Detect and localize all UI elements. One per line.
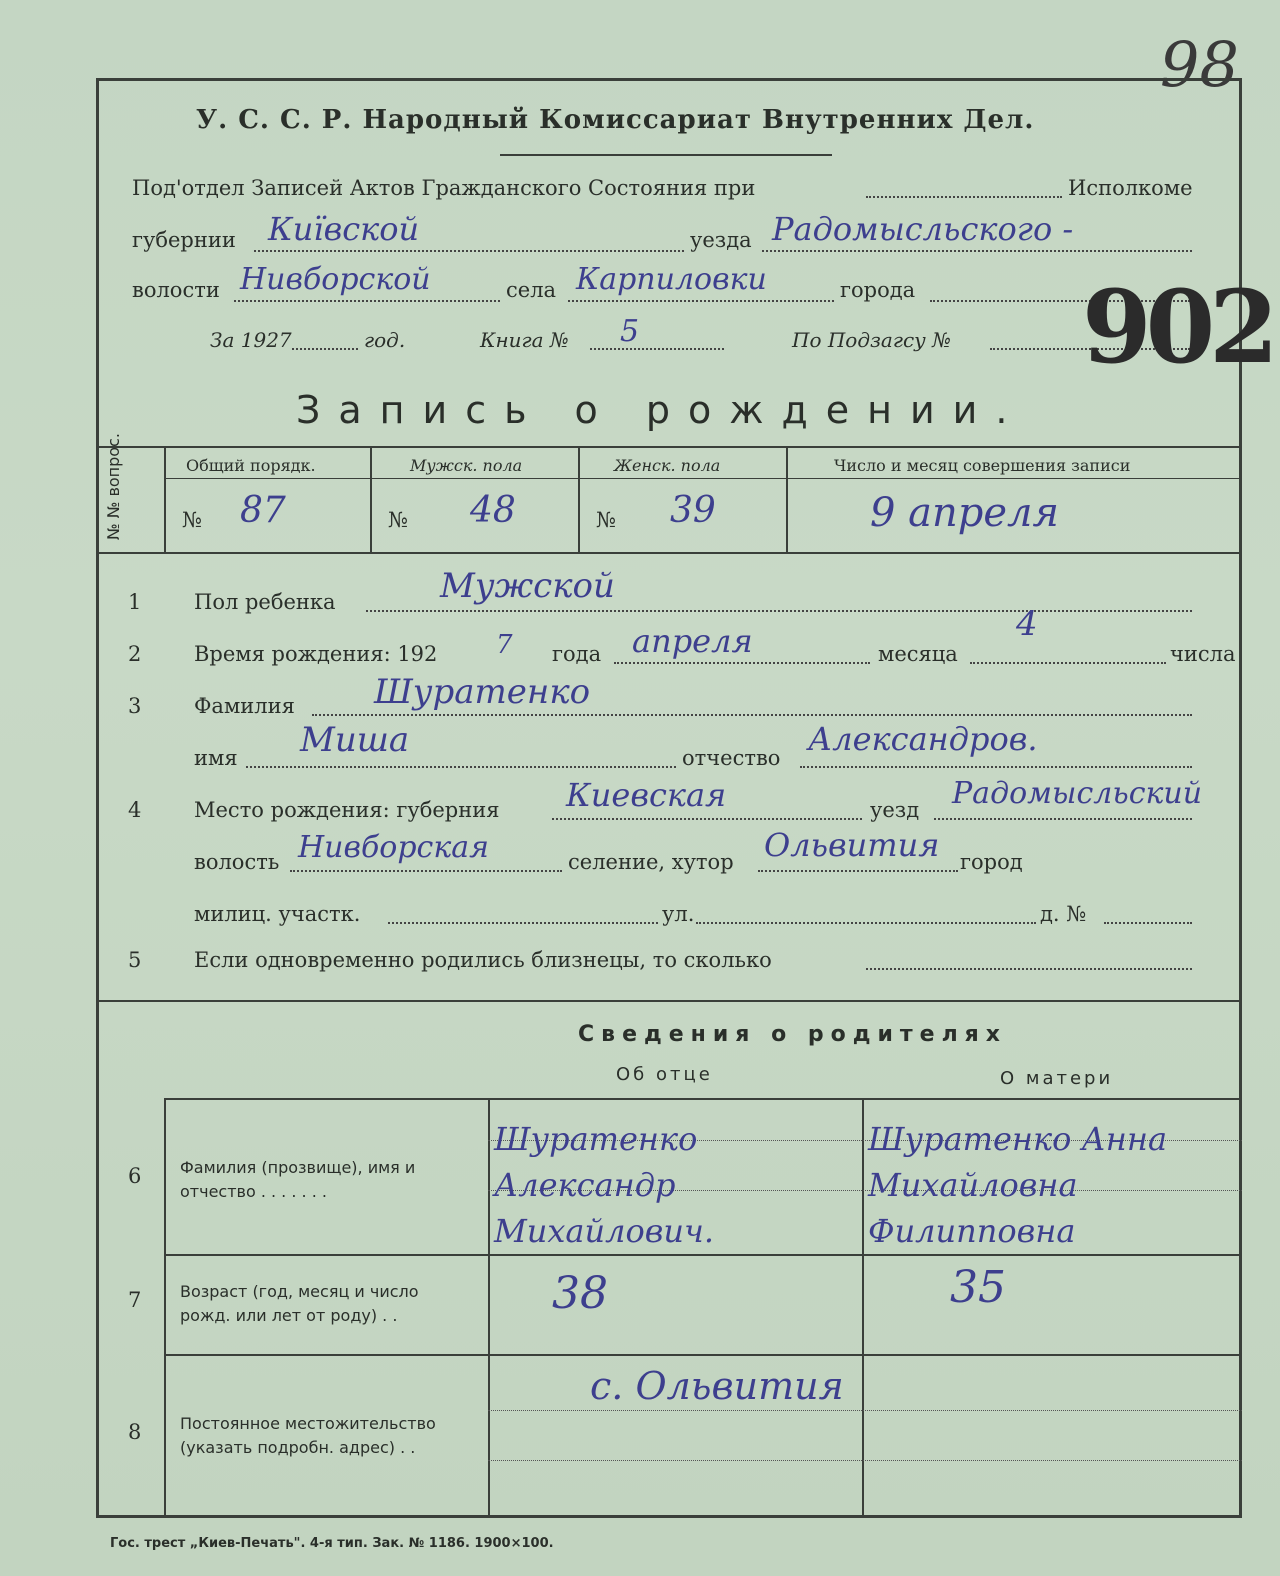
col-prefix-general: № [182,508,202,532]
q4-militsia-label: милиц. участк. [194,902,361,926]
col-header-date: Число и месяц совершения записи [834,456,1131,475]
dots-guberniya [254,250,684,252]
header-underline [500,154,832,156]
dots-q4-house [1104,922,1192,924]
dots-ispolkom [866,196,1062,198]
dots-q4-volost [290,870,562,872]
corner-mark: 98 [1160,28,1239,101]
q2-year: 7 [496,630,513,660]
dots-q5 [866,968,1192,970]
dots-q3-name [246,766,676,768]
dots-q4-gub [552,818,862,820]
father-header: Об отце [616,1064,713,1085]
row6-label: Фамилия (прозвище), имя и [180,1158,416,1177]
dots-q3 [312,714,1192,716]
q4-uezd-value: Радомысльский [952,776,1203,811]
row7-label2: рожд. или лет от роду) . . [180,1306,398,1325]
father-age: 38 [552,1268,608,1319]
q3-patronymic-value: Александров. [808,720,1038,758]
mother-header: О матери [1000,1068,1114,1089]
q4-selenie-value: Ольвития [764,826,940,864]
q2-goda: года [552,642,602,666]
record-number: 902 [1082,268,1273,386]
record-title: Запись о рождении. [296,388,1026,432]
dots-q4-milits [388,922,658,924]
question-number-label: № № вопрос. [104,433,123,540]
col-header-general: Общий порядк. [186,456,316,475]
p8-dot2 [488,1460,1242,1461]
uezd-value: Радомысльского - [772,210,1074,248]
q1-label: Пол ребенка [194,590,336,614]
guberniya-label: губернии [132,228,236,252]
guberniya-value: Київской [268,210,420,248]
dots-book [590,348,724,350]
col-prefix-male: № [388,508,408,532]
q1-value: Мужской [440,566,615,606]
q4-guberniya-value: Киевская [566,776,727,814]
mother-age: 35 [950,1262,1006,1313]
q4-selenie-label: селение, хутор [568,850,734,874]
q2-month: апреля [632,622,753,660]
q4-volost-label: волость [194,850,280,874]
q4-label: Место рождения: губерния [194,798,500,822]
god-label: год. [364,328,406,352]
q3-surname-label: Фамилия [194,694,295,718]
general-number: 87 [240,490,286,531]
q3-patronymic-label: отчество [682,746,781,770]
q4-number: 4 [128,798,142,822]
selo-value: Карпиловки [576,262,767,297]
parents-title: Сведения о родителях [578,1022,1007,1047]
row8-label: Постоянное местожительство [180,1414,436,1433]
row8-number: 8 [128,1420,142,1444]
printer-footer: Гос. трест „Киев-Печать". 4-я тип. Зак. № 1186. 1900×100. [110,1536,554,1551]
form-title-header: У. С. С. Р. Народный Комиссариат Внутренних Дел. [196,105,1035,135]
q4-uezd-label: уезд [870,798,920,822]
q4-volost-value: Нивборская [298,830,489,865]
q5-number: 5 [128,948,142,972]
selo-label: села [506,278,557,302]
q2-day: 4 [1016,604,1038,644]
p8-dot1 [488,1410,1242,1411]
pv1 [488,1098,490,1518]
subdept-label: Под'отдел Записей Актов Гражданского Состояния при [132,176,756,200]
ispolkom-label: Исполкоме [1068,176,1193,200]
father-full-name: Шуратенко Александр Михайлович. [494,1120,715,1250]
father-residence: с. Ольвития [590,1364,844,1408]
pv2 [862,1098,864,1518]
col-header-male: Мужск. пола [410,456,523,475]
gorod-label: города [840,278,916,302]
top-table-bottom [96,552,1242,554]
q3-name-label: имя [194,746,238,770]
q2-label: Время рождения: 192 [194,642,438,666]
dots-q1 [366,610,1192,612]
podzagsu-label: По Подзагсу № [792,328,952,352]
q4-house-label: д. № [1040,902,1087,926]
col-header-female: Женск. пола [614,456,721,475]
row6-number: 6 [128,1164,142,1188]
row8-label2: (указать подробн. адрес) . . [180,1438,416,1457]
year-label: За 1927 [210,328,292,352]
q1-number: 1 [128,590,142,614]
book-value: 5 [620,314,640,349]
questions-bottom [96,1000,1242,1002]
record-date: 9 апреля [870,490,1060,536]
dots-q2-day [970,662,1166,664]
parents-row7-bottom [164,1354,1242,1356]
tv2 [370,446,372,552]
q2-chisla: числа [1170,642,1236,666]
parents-row6-bottom [164,1254,1242,1256]
q2-number: 2 [128,642,142,666]
book-label: Книга № [480,328,569,352]
col-prefix-female: № [596,508,616,532]
dots-selo [568,300,834,302]
row7-number: 7 [128,1288,142,1312]
uezd-label: уезда [690,228,752,252]
q3-name-value: Миша [300,720,410,760]
dots-year [292,348,358,350]
tv1 [164,446,166,552]
top-table-border [96,446,1242,448]
dots-uezd [762,250,1192,252]
q2-mesyatsa: месяца [878,642,958,666]
row6-label2: отчество . . . . . . . [180,1182,327,1201]
q3-number: 3 [128,694,142,718]
tv3 [578,446,580,552]
mother-full-name: Шуратенко Анна Михайловна Филипповна [868,1120,1168,1250]
pv0 [164,1098,166,1518]
dots-volost [234,300,500,302]
tv4 [786,446,788,552]
dots-q4-selenie [758,870,958,872]
q4-gorod-label: город [960,850,1023,874]
volost-label: волости [132,278,220,302]
male-number: 48 [470,490,516,531]
row7-label: Возраст (год, месяц и число [180,1282,419,1301]
q3-surname-value: Шуратенко [374,672,591,712]
top-table-header-line [164,478,1242,479]
dots-q4-uezd [934,818,1192,820]
dots-q4-street [696,922,1036,924]
q5-label: Если одновременно родились близнецы, то сколько [194,948,772,972]
parents-table-top [164,1098,1242,1100]
volost-value: Нивборской [240,262,431,297]
q4-street-label: ул. [662,902,695,926]
dots-q3-patr [800,766,1192,768]
dots-q2-month [614,662,870,664]
female-number: 39 [670,490,716,531]
